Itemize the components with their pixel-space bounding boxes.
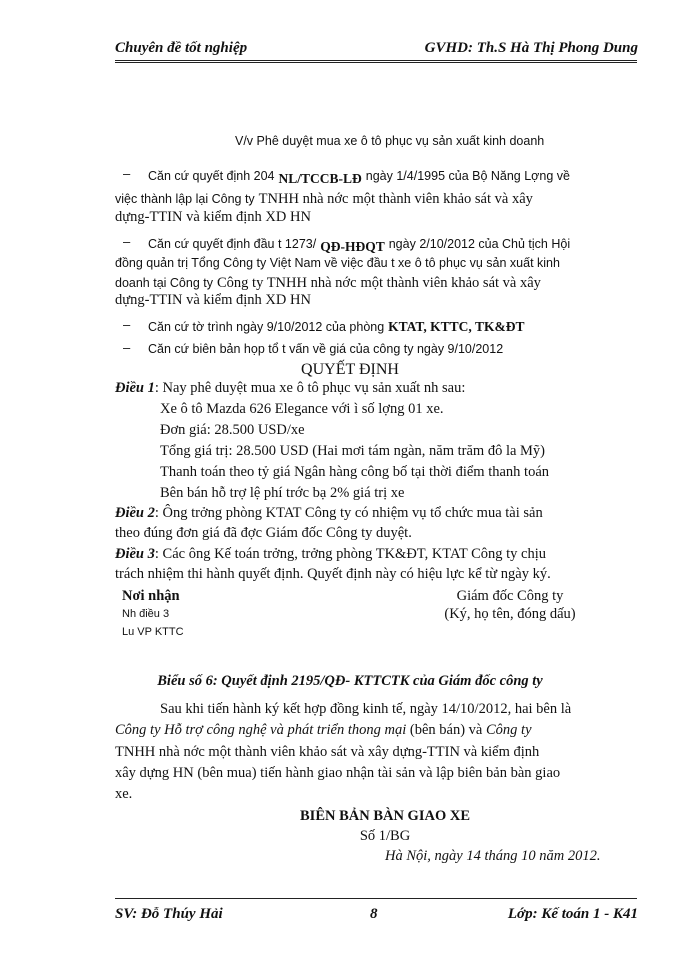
basis-company: TNHH nhà nớc: [258, 191, 349, 207]
basis-code: QĐ-HĐQT: [320, 239, 385, 254]
basis-line: [148, 167, 570, 185]
article-3: [115, 546, 546, 563]
basis-line: [115, 274, 541, 292]
footer-right: Lớp: Kế toán 1 - K41: [507, 906, 638, 922]
article-1-item: Thanh toán theo tỷ giá Ngân hàng công bố tại thời điểm thanh toán: [160, 464, 550, 480]
paragraph-line: [115, 722, 532, 739]
signer-note: (Ký, họ tên, đóng dấu): [444, 606, 576, 622]
basis-line: Căn cứ biên bản họp tổ t vấn về giá của công ty ngày 9/10/2012: [148, 342, 504, 356]
basis-company: Công ty TNHH nhà nớc: [217, 275, 357, 291]
subject-line: V/v Phê duyệt mua xe ô tô phục vụ sản xuất kinh doanh: [235, 134, 545, 148]
handover-number: Số 1/BG: [359, 828, 411, 844]
article-text: : Các ông Kế toán trởng, trởng phòng TK&ĐT, KTAT Công ty chịu: [154, 546, 547, 562]
dash-bullet: –: [123, 166, 131, 181]
recipient-item: Lu VP KTTC: [122, 626, 184, 638]
paragraph-text: (bên bán) và: [406, 722, 486, 738]
basis-text: Căn cứ quyết định 204: [148, 169, 275, 183]
handover-title: BIÊN BẢN BÀN GIAO XE: [300, 808, 470, 824]
basis-text: Căn cứ tờ trình ngày 9/10/2012 của phòng: [148, 320, 385, 334]
article-text: : Nay phê duyệt mua xe ô tô phục vụ sản xuất nh sau:: [154, 380, 466, 396]
article-label: Điều 2: [115, 505, 155, 521]
recipients-title: Nơi nhận: [122, 588, 180, 604]
basis-code: NL/TCCB-LĐ: [278, 171, 362, 186]
basis-line: [115, 190, 533, 208]
footer-left: SV: Đỗ Thúy Hải: [115, 906, 223, 922]
footer-rule: [115, 898, 637, 899]
basis-text: một thành viên khảo sát và xây: [352, 191, 533, 207]
paragraph-line: xe.: [115, 786, 133, 802]
article-2: [115, 505, 543, 522]
basis-line: [148, 235, 570, 253]
basis-line: [148, 318, 524, 336]
handover-date: Hà Nội, ngày 14 tháng 10 năm 2012.: [385, 848, 601, 864]
header-left: Chuyên đề tốt nghiệp: [115, 40, 248, 56]
article-text: : Ông trởng phòng KTAT Công ty có nhiệm vụ tổ chức mua tài sản: [154, 505, 543, 521]
basis-line: dựng-TTIN và kiểm định XD HN: [115, 209, 311, 225]
basis-text: ngày 1/4/1995 của Bộ Năng Lợng về: [365, 169, 570, 183]
dash-bullet: –: [123, 340, 131, 355]
article-1-item: Tổng giá trị: 28.500 USD (Hai mơi tám ngàn, năm trăm đô la Mỹ): [160, 443, 546, 459]
basis-text: việc thành lập lại Công ty: [115, 192, 255, 206]
article-text: theo đúng đơn giá đã đợc Giám đốc Công ty duyệt.: [115, 525, 412, 541]
basis-line: dựng-TTIN và kiểm định XD HN: [115, 292, 311, 308]
paragraph-line: Sau khi tiến hành ký kết hợp đồng kinh tế, ngày 14/10/2012, hai bên là: [160, 701, 572, 717]
basis-line: đồng quản trị Tổng Công ty Việt Nam về việc đầu t xe ô tô phục vụ sản xuất kinh: [115, 256, 560, 270]
buyer-company: Công ty: [486, 722, 532, 738]
figure-caption: Biểu số 6: Quyết định 2195/QĐ- KTTCTK của Giám đốc công ty: [157, 673, 543, 689]
article-text: trách nhiệm thi hành quyết định. Quyết định này có hiệu lực kể từ ngày ký.: [115, 566, 551, 582]
article-1-item: Đơn giá: 28.500 USD/xe: [160, 422, 305, 438]
recipient-item: Nh điều 3: [122, 608, 170, 620]
basis-text: ngày 2/10/2012 của Chủ tịch Hội: [388, 237, 571, 251]
article-1: [115, 380, 465, 397]
basis-text: Căn cứ quyết định đầu t 1273/: [148, 237, 317, 251]
paragraph-line: xây dựng HN (bên mua) tiến hành giao nhận tài sản và lập biên bản bàn giao: [115, 765, 561, 781]
article-label: Điều 1: [115, 380, 155, 396]
article-label: Điều 3: [115, 546, 155, 562]
page-number: 8: [370, 906, 378, 922]
basis-text: một thành viên khảo sát và xây: [360, 275, 541, 291]
article-1-item: Bên bán hỗ trợ lệ phí trớc bạ 2% giá trị xe: [160, 485, 405, 501]
seller-company: Công ty Hỗ trợ công nghệ và phát triển thong mại: [115, 722, 407, 738]
header-right: GVHD: Th.S Hà Thị Phong Dung: [424, 40, 638, 56]
basis-text: doanh tại Công ty: [115, 276, 213, 290]
header-rule-2: [115, 62, 637, 63]
paragraph-line: TNHH nhà nớc một thành viên khảo sát và xây dựng-TTIN và kiểm định: [115, 744, 540, 760]
article-1-item: Xe ô tô Mazda 626 Elegance với ì số lợng 01 xe.: [160, 401, 444, 417]
signer-title: Giám đốc Công ty: [456, 588, 564, 604]
header-rule: [115, 60, 637, 61]
decision-title: QUYẾT ĐỊNH: [301, 361, 399, 378]
basis-code: KTAT, KTTC, TK&ĐT: [388, 319, 525, 334]
dash-bullet: –: [123, 317, 131, 332]
dash-bullet: –: [123, 234, 131, 249]
